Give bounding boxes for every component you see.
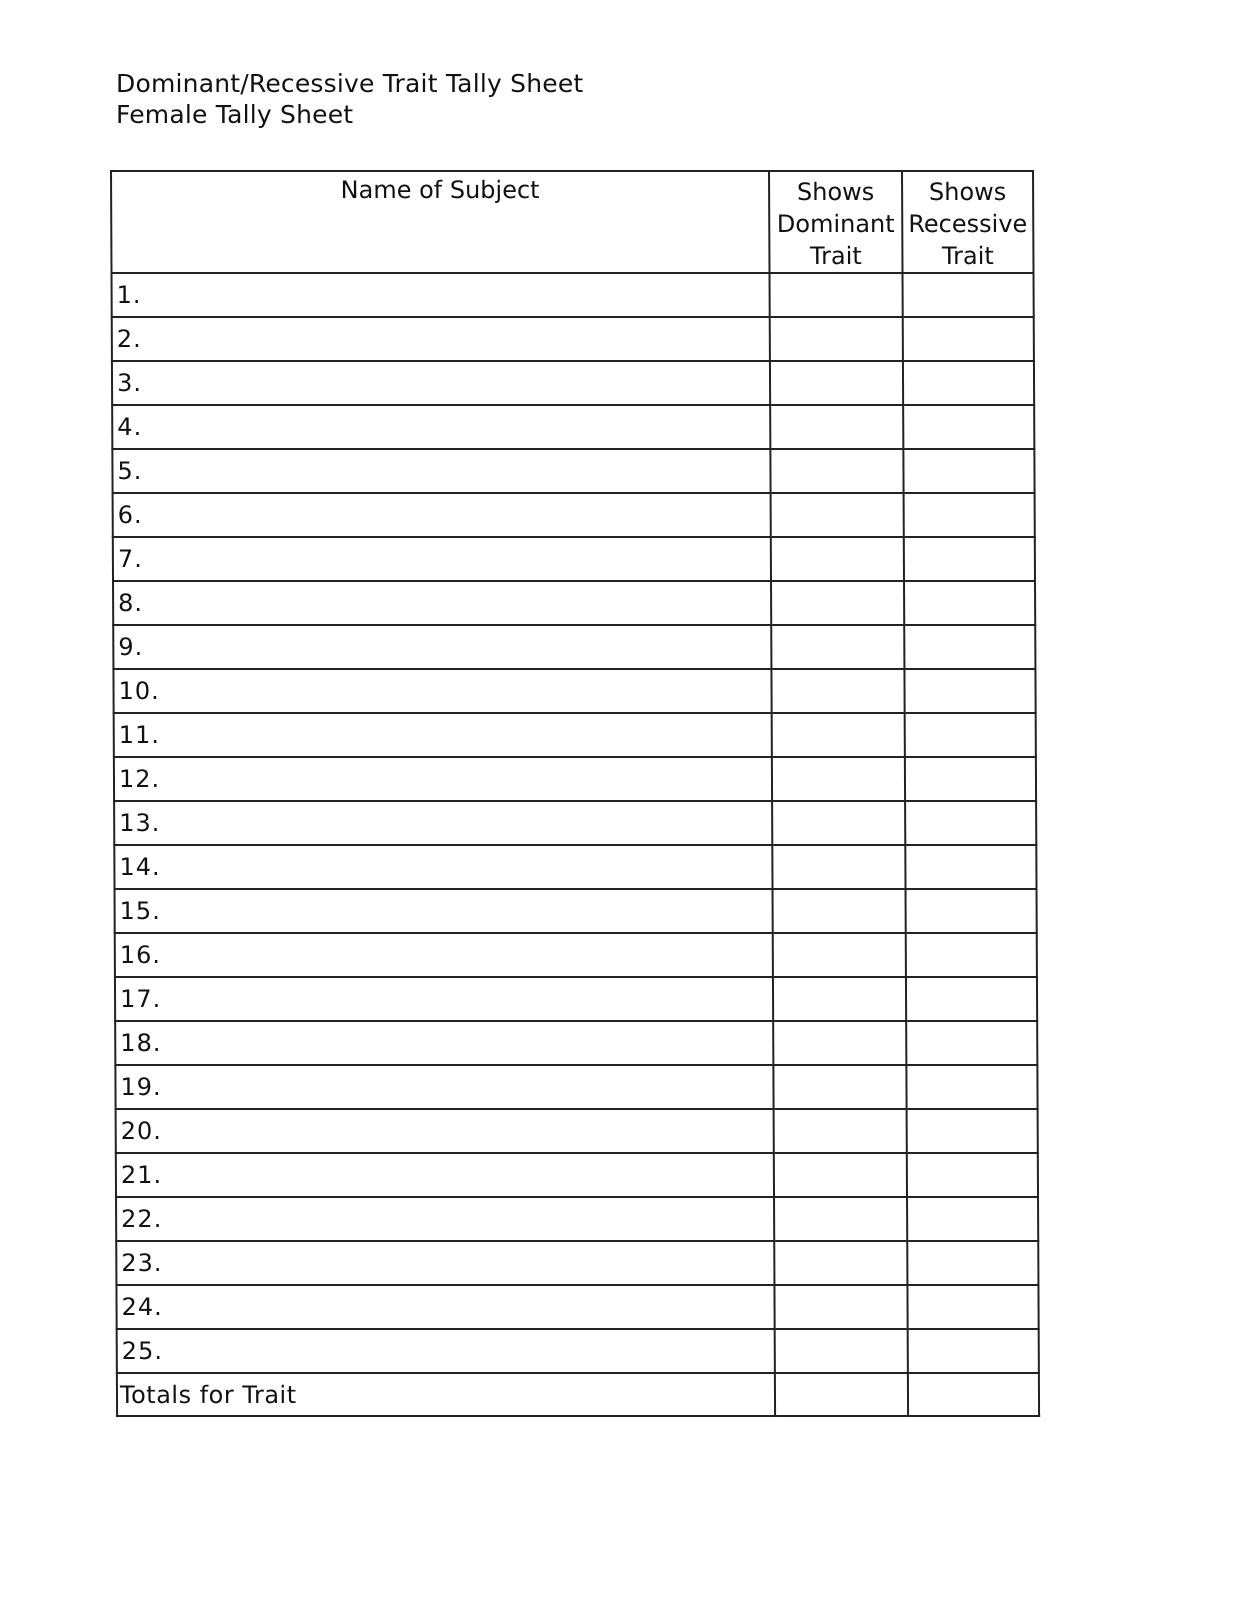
page-subtitle: Female Tally Sheet xyxy=(116,100,354,129)
dominant-tally-cell[interactable] xyxy=(771,493,904,537)
recessive-tally-cell[interactable] xyxy=(905,801,1036,845)
recessive-tally-cell[interactable] xyxy=(907,1153,1038,1197)
dominant-tally-cell[interactable] xyxy=(772,801,905,845)
recessive-tally-cell[interactable] xyxy=(904,493,1035,537)
subject-name-cell[interactable]: 2. xyxy=(112,317,770,361)
table-row xyxy=(115,1065,1037,1109)
recessive-tally-cell[interactable] xyxy=(905,757,1036,801)
table-row xyxy=(114,801,1036,845)
subject-name-cell[interactable]: 9. xyxy=(113,625,771,669)
dominant-total-cell[interactable] xyxy=(775,1373,908,1416)
subject-name-cell[interactable]: 24. xyxy=(116,1285,774,1329)
totals-row xyxy=(117,1373,1039,1416)
recessive-tally-cell[interactable] xyxy=(906,1065,1037,1109)
shows-recessive-trait-header xyxy=(902,171,1033,273)
recessive-tally-cell[interactable] xyxy=(903,405,1034,449)
shows-dominant-trait-header xyxy=(769,171,902,273)
recessive-tally-cell[interactable] xyxy=(906,933,1037,977)
table-row xyxy=(112,449,1034,493)
table-row xyxy=(116,1197,1038,1241)
dominant-tally-cell[interactable] xyxy=(775,1329,908,1373)
dominant-tally-cell[interactable] xyxy=(774,1153,907,1197)
table-row xyxy=(114,713,1036,757)
recessive-tally-cell[interactable] xyxy=(903,361,1034,405)
dominant-tally-cell[interactable] xyxy=(771,625,904,669)
recessive-total-cell[interactable] xyxy=(908,1373,1039,1416)
dominant-tally-cell[interactable] xyxy=(771,581,904,625)
table-row xyxy=(112,361,1034,405)
dominant-header-line-1: Shows xyxy=(796,178,875,206)
subject-name-cell[interactable]: 3. xyxy=(112,361,770,405)
dominant-header-line-2: Dominant xyxy=(776,210,895,238)
recessive-tally-cell[interactable] xyxy=(904,537,1035,581)
table-row xyxy=(114,845,1036,889)
subject-name-cell[interactable]: 15. xyxy=(115,889,773,933)
dominant-tally-cell[interactable] xyxy=(770,273,903,317)
recessive-tally-cell[interactable] xyxy=(904,581,1035,625)
page-title: Dominant/Recessive Trait Tally Sheet xyxy=(116,69,584,98)
dominant-tally-cell[interactable] xyxy=(770,317,903,361)
recessive-tally-cell[interactable] xyxy=(906,1021,1037,1065)
subject-name-cell[interactable]: 17. xyxy=(115,977,773,1021)
subject-name-cell[interactable]: 14. xyxy=(114,845,772,889)
document-heading xyxy=(116,68,583,130)
name-of-subject-header: Name of Subject xyxy=(111,171,769,273)
recessive-tally-cell[interactable] xyxy=(906,889,1037,933)
table-row xyxy=(113,493,1035,537)
table-row xyxy=(113,625,1035,669)
dominant-tally-cell[interactable] xyxy=(771,669,904,713)
recessive-tally-cell[interactable] xyxy=(908,1329,1039,1373)
subject-name-cell[interactable]: 13. xyxy=(114,801,772,845)
table-row xyxy=(113,581,1035,625)
recessive-tally-cell[interactable] xyxy=(905,713,1036,757)
subject-name-cell[interactable]: 5. xyxy=(112,449,770,493)
table-row xyxy=(114,757,1036,801)
table-row xyxy=(112,273,1034,317)
subject-name-cell[interactable]: 12. xyxy=(114,757,772,801)
table-row xyxy=(115,1021,1037,1065)
subject-name-cell[interactable]: 8. xyxy=(113,581,771,625)
recessive-tally-cell[interactable] xyxy=(904,625,1035,669)
subject-name-cell[interactable]: 4. xyxy=(112,405,770,449)
recessive-tally-cell[interactable] xyxy=(906,977,1037,1021)
subject-name-cell[interactable]: 16. xyxy=(115,933,773,977)
table-row xyxy=(116,1241,1038,1285)
dominant-tally-cell[interactable] xyxy=(773,889,906,933)
dominant-tally-cell[interactable] xyxy=(774,1241,907,1285)
table-row xyxy=(117,1329,1039,1373)
tally-table xyxy=(110,170,1040,1417)
recessive-header-line-3: Trait xyxy=(941,242,994,270)
table-row xyxy=(115,933,1037,977)
table-row xyxy=(112,317,1034,361)
table-row xyxy=(116,1153,1038,1197)
table-row xyxy=(116,1109,1038,1153)
subject-name-cell[interactable]: 21. xyxy=(116,1153,774,1197)
recessive-tally-cell[interactable] xyxy=(907,1109,1038,1153)
subject-name-cell[interactable]: 11. xyxy=(114,713,772,757)
table-row xyxy=(115,977,1037,1021)
recessive-tally-cell[interactable] xyxy=(904,669,1035,713)
table-row xyxy=(116,1285,1038,1329)
dominant-tally-cell[interactable] xyxy=(773,977,906,1021)
subject-name-cell[interactable]: 25. xyxy=(117,1329,775,1373)
dominant-tally-cell[interactable] xyxy=(774,1109,907,1153)
table-header-row xyxy=(111,171,1033,273)
subject-name-cell[interactable]: 18. xyxy=(115,1021,773,1065)
dominant-tally-cell[interactable] xyxy=(773,1021,906,1065)
recessive-tally-cell[interactable] xyxy=(903,273,1034,317)
recessive-tally-cell[interactable] xyxy=(903,317,1034,361)
dominant-tally-cell[interactable] xyxy=(770,449,903,493)
subject-name-cell[interactable]: 7. xyxy=(113,537,771,581)
dominant-header-line-3: Trait xyxy=(809,242,862,270)
recessive-header-line-1: Shows xyxy=(928,178,1007,206)
recessive-header-line-2: Recessive xyxy=(908,210,1028,238)
table-row xyxy=(115,889,1037,933)
subject-name-cell[interactable]: 6. xyxy=(113,493,771,537)
subject-name-cell[interactable]: 22. xyxy=(116,1197,774,1241)
dominant-tally-cell[interactable] xyxy=(773,1065,906,1109)
recessive-tally-cell[interactable] xyxy=(907,1197,1038,1241)
subject-name-cell[interactable]: 10. xyxy=(113,669,771,713)
table-row xyxy=(112,405,1034,449)
table-row xyxy=(113,537,1035,581)
tally-body xyxy=(112,273,1040,1416)
subject-name-cell[interactable]: 23. xyxy=(116,1241,774,1285)
recessive-tally-cell[interactable] xyxy=(903,449,1034,493)
dominant-tally-cell[interactable] xyxy=(774,1197,907,1241)
dominant-tally-cell[interactable] xyxy=(772,713,905,757)
recessive-tally-cell[interactable] xyxy=(907,1241,1038,1285)
table-row xyxy=(113,669,1035,713)
subject-name-cell[interactable]: 20. xyxy=(116,1109,774,1153)
dominant-tally-cell[interactable] xyxy=(770,361,903,405)
subject-name-cell[interactable]: 1. xyxy=(112,273,770,317)
subject-name-cell[interactable]: 19. xyxy=(115,1065,773,1109)
dominant-tally-cell[interactable] xyxy=(770,405,903,449)
dominant-tally-cell[interactable] xyxy=(772,757,905,801)
dominant-tally-cell[interactable] xyxy=(773,933,906,977)
dominant-tally-cell[interactable] xyxy=(771,537,904,581)
recessive-tally-cell[interactable] xyxy=(907,1285,1038,1329)
dominant-tally-cell[interactable] xyxy=(772,845,905,889)
totals-label: Totals for Trait xyxy=(117,1373,775,1416)
dominant-tally-cell[interactable] xyxy=(774,1285,907,1329)
recessive-tally-cell[interactable] xyxy=(905,845,1036,889)
